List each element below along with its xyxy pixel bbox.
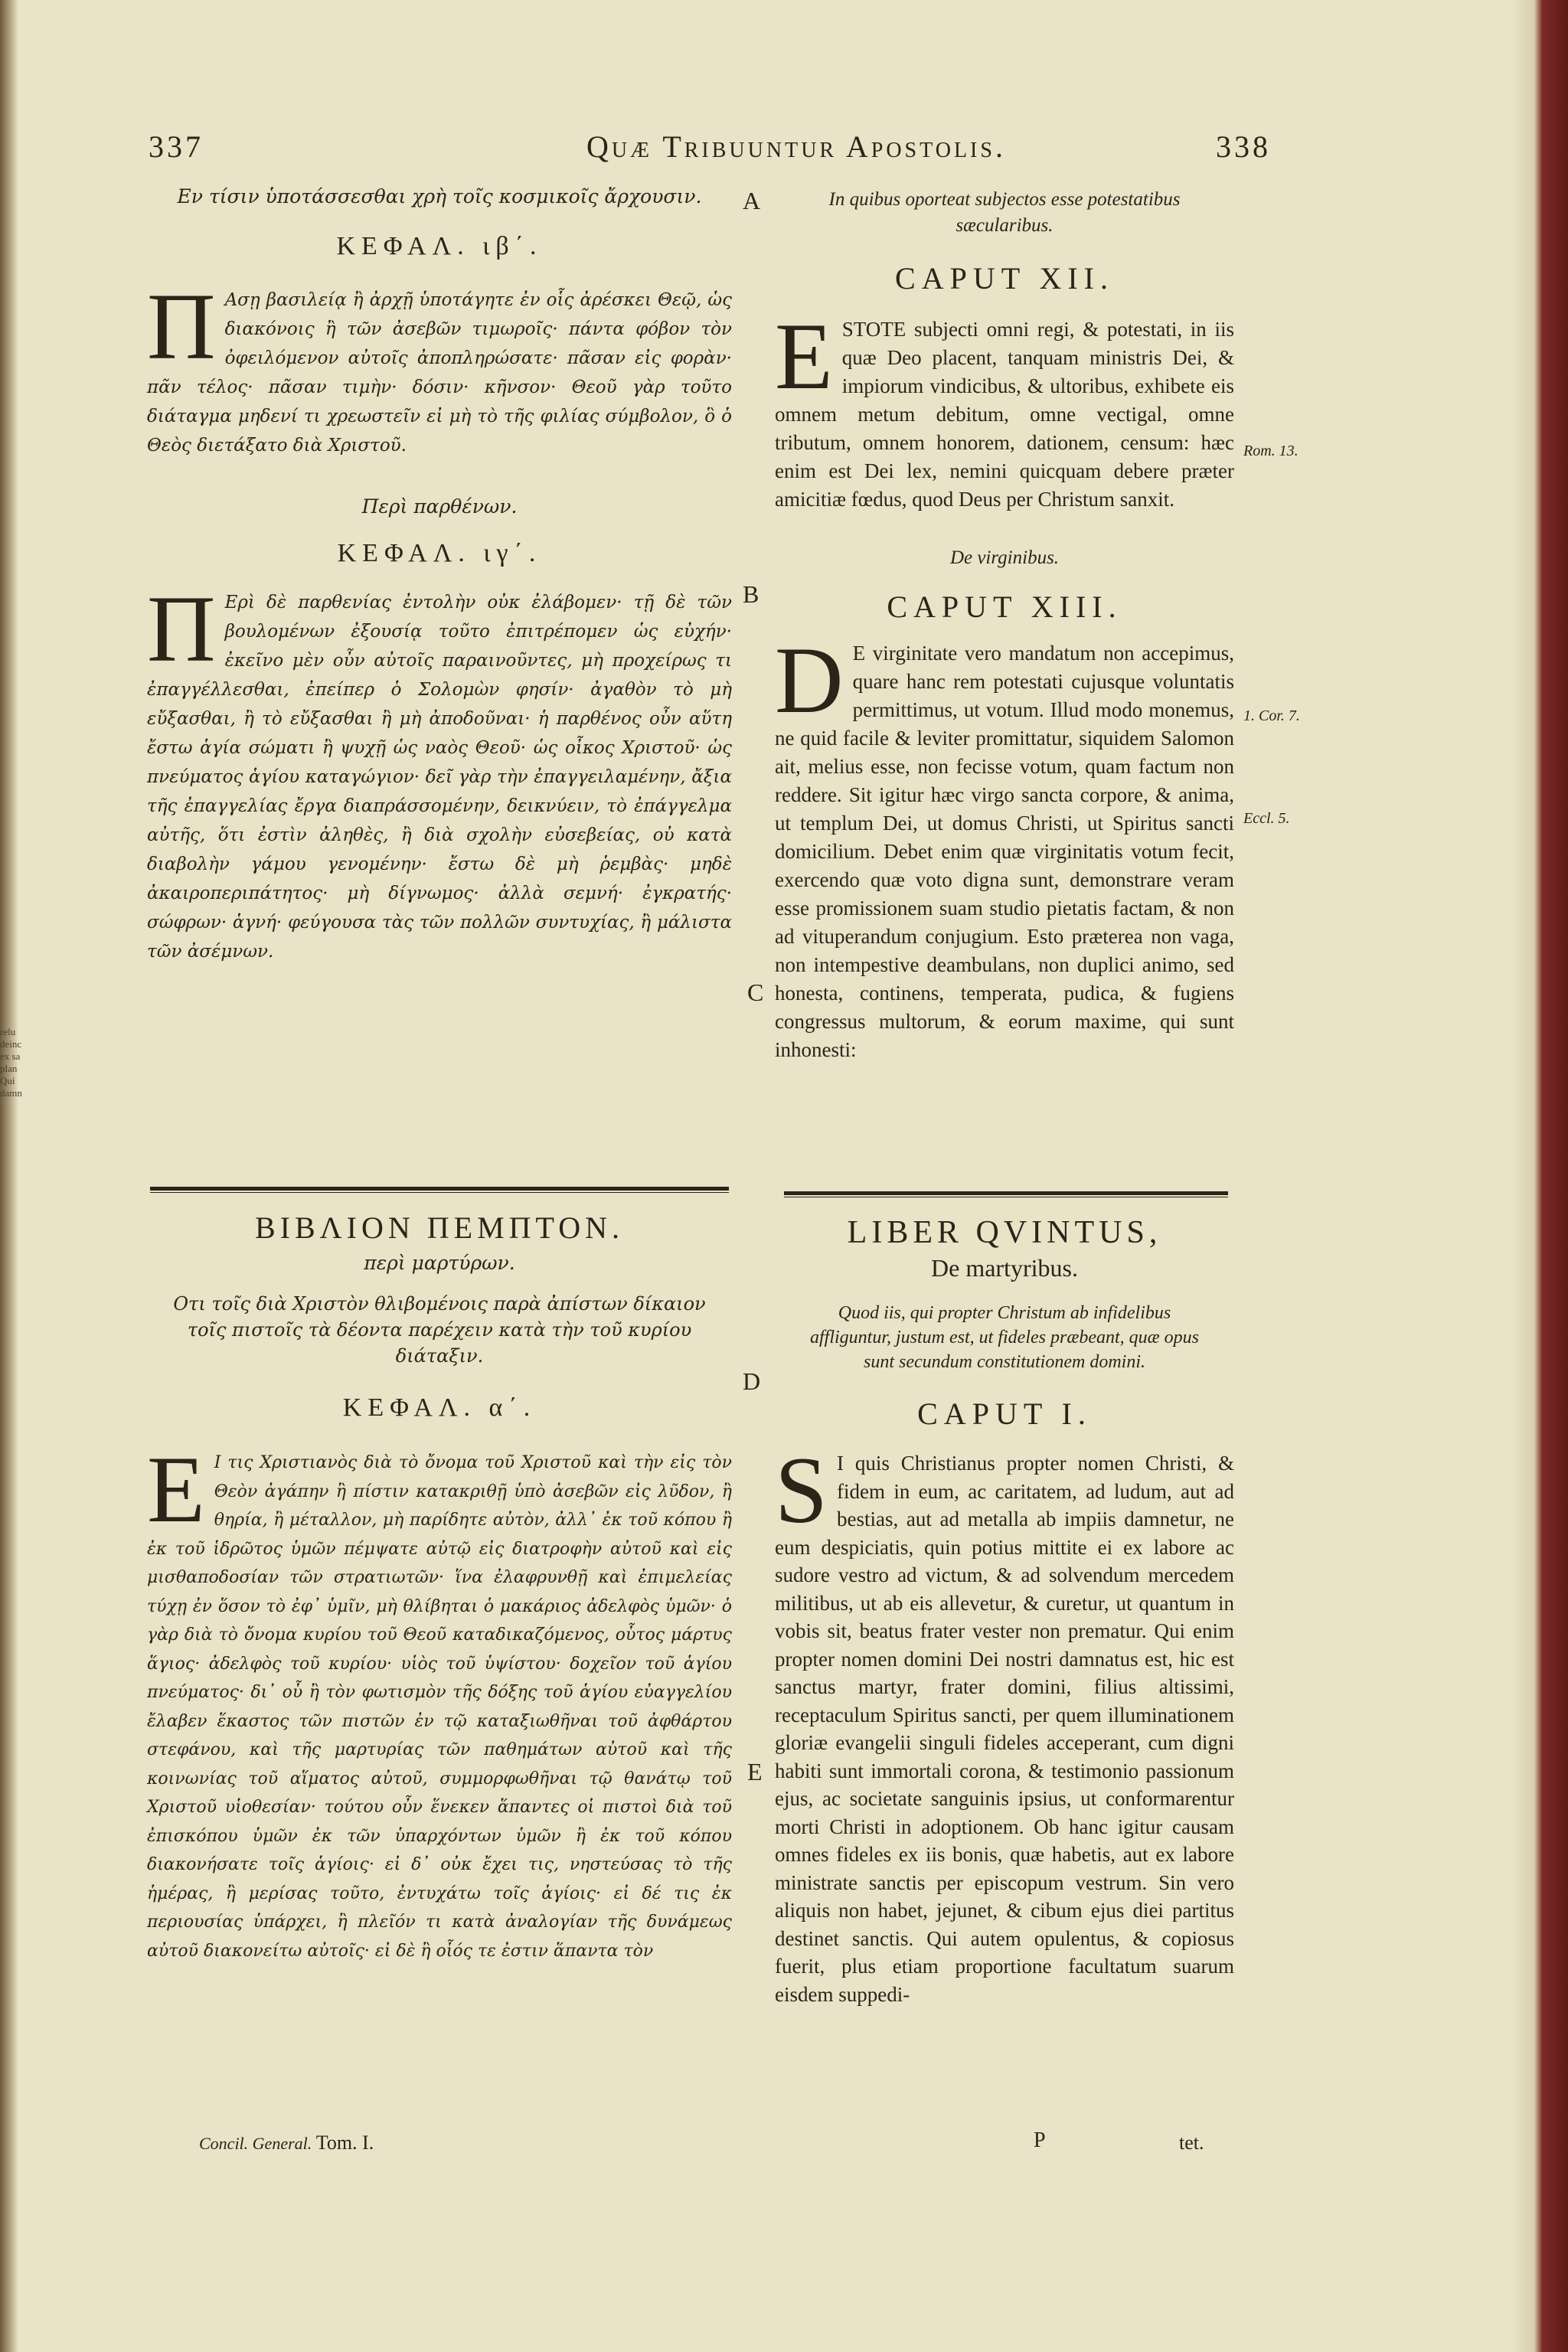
left-sec1-text: Ασῃ βασιλείᾳ ἢ ἀρχῇ ὑποτάγητε ἐν οἷς ἀρέσκει Θεῷ, ὡς διακόνοις ἢ τῶν ἀσεβῶν τιμωροῖς· πάντα φόβον τὸν ὀφειλόμενον αὐτοῖς ἀποπληρώσατε· πᾶσαν εἰς φορὰν· πᾶν τέλος· πᾶσαν τιμὴν· δόσιν· κῆνσον· Θεοῦ γὰρ τοῦτο διάταγμα μηδενί τι χρεωστεῖν εἰ μὴ τὸ τῆς φιλίας σύμβολον, ὃ ὁ Θεὸς διετάξατο διὰ Χριστοῦ. xyxy=(147,290,732,456)
right-sec1-text: STOTE subjecti omni regi, & potestati, in iis quæ Deo placent, tanquam ministris Dei, & impiorum vindicibus, & ultoribus, exhibete eis omnem metum debitum, omne vectigal, omne tributum, omnem honorem, dationem, censum: hæc enim est Dei lex, nemini quicquam debere præter amicitiæ fœdus, quod Deus per Christum sanxit. xyxy=(775,318,1234,511)
page-edge-cover xyxy=(1511,0,1568,2352)
margin-note-eccl: Eccl. 5. xyxy=(1243,810,1290,827)
running-title: Quæ Tribuuntur Apostolis. xyxy=(586,129,1006,164)
left-sec3-title: Οτι τοῖς διὰ Χριστὸν θλιβομένοις παρὰ ἀπίστων δίκαιον τοῖς πιστοῖς τὰ δέοντα παρέχειν κατὰ τὴν τοῦ κυρίου διάταξιν. xyxy=(173,1293,706,1367)
margin-note-rom: Rom. 13. xyxy=(1243,443,1298,459)
footer-volume xyxy=(199,2132,374,2154)
right-sec2-title: De virginibus. xyxy=(949,547,1060,568)
left-column xyxy=(147,184,732,966)
right-sec1-title: In quibus oporteat subjectos esse potestatibus sæcularibus. xyxy=(828,189,1181,236)
right-sec2-body xyxy=(775,628,1234,1064)
left-sec1-caput: ΚΕΦΑΛ. ιβ΄. xyxy=(336,232,543,260)
left-sec2-text: Ερὶ δὲ παρθενίας ἐντολὴν οὐκ ἐλάβομεν· τῇ δὲ τῶν βουλομένων ἐξουσίᾳ τοῦτο ἐπιτρέπομεν ὡς εὐχήν· ἐκεῖνο μὲν οὖν αὐτοῖς παραινοῦντες, μὴ προχείρως τι ἐπαγγέλλεσθαι, ἐπείπερ ὁ Σολομὼν φησίν· ἀγαθὸν τὸ μὴ εὔξασθαι, ἢ τὸ εὔξασθαι ἢ μὴ ἀποδοῦναι· ἡ παρθένος οὖν αὕτη ἔστω ἁγία σώματι ἢ ψυχῇ ὡς ναὸς Θεοῦ· ὡς οἶκος Χριστοῦ· ὡς πνεύματος ἁγίου καταγώγιον· δεῖ γὰρ τὴν ἐπαγγειλαμένην, ἄξια τῆς ἐπαγγελίας ἔργα διαπράσσομένην, δεικνύειν, τὸ ἐπάγγελμα αὐτῆς, ὅτι ἐστὶν ἀληθὲς, ἢ διὰ σχολὴν εὐσεβείας, οὐ κατὰ διαβολὴν γάμου γενομένην· ἔστω δὲ μὴ ῥεμβὰς· μηδὲ ἀκαιροπεριπάτητος· μὴ δίγνωμος· ἀλλὰ σεμνή· ἐγκρατής· σώφρων· ἁγνή· φεύγουσα τὰς τῶν πολλῶν συντυχίας, ἢ μάλιστα τῶν ἀσέμνων. xyxy=(147,593,732,962)
signature-mark: P xyxy=(1034,2128,1046,2152)
right-sec2-dropcap: D xyxy=(775,628,844,733)
left-sec1-dropcap: Π xyxy=(147,274,216,379)
left-book-divider xyxy=(150,1187,729,1193)
left-sec3-body xyxy=(147,1437,732,1965)
section-marker-a: A xyxy=(743,187,761,214)
section-marker-c: C xyxy=(747,978,764,1006)
right-column xyxy=(775,187,1234,1064)
right-sec1-body xyxy=(775,304,1234,514)
left-sec1-title: Εν τίσιν ὑποτάσσεσθαι χρὴ τοῖς κοσμικοῖς ἄρχουσιν. xyxy=(177,185,702,207)
footer-collection: Concil. General. xyxy=(199,2134,312,2153)
right-sec1-dropcap: E xyxy=(775,304,833,409)
margin-note-cor: 1. Cor. 7. xyxy=(1243,707,1300,724)
catchword: tet. xyxy=(1179,2132,1204,2154)
left-book-title: ΒΙΒΛΙΟΝ ΠΕΜΠΤΟΝ. xyxy=(254,1210,625,1245)
section-marker-e: E xyxy=(747,1758,763,1785)
left-sec3-caput: ΚΕΦΑΛ. α΄. xyxy=(342,1393,537,1422)
left-sec1-body xyxy=(147,274,732,460)
left-sec3-dropcap: Ε xyxy=(147,1437,205,1542)
right-book-divider xyxy=(784,1191,1228,1197)
left-sec2-caput: ΚΕΦΑΛ. ιγ΄. xyxy=(337,539,542,567)
left-sec2-body xyxy=(147,577,732,966)
right-book-section xyxy=(775,1214,1234,2008)
left-sec2-dropcap: Π xyxy=(147,577,216,681)
right-sec3-title: Quod iis, qui propter Christum ab infidelibus affliguntur, justum est, ut fideles præbeant, quæ opus sunt secundum constitutionem domini. xyxy=(809,1303,1200,1372)
section-marker-b: B xyxy=(743,580,760,608)
section-marker-d: D xyxy=(743,1367,761,1395)
page-number-left: 337 xyxy=(149,129,204,164)
page-number-right: 338 xyxy=(1216,129,1271,164)
right-sec3-dropcap: S xyxy=(775,1438,828,1543)
right-sec1-caput: CAPUT XII. xyxy=(895,261,1114,296)
right-sec3-caput: CAPUT I. xyxy=(917,1396,1092,1431)
left-book-section xyxy=(147,1210,732,1965)
left-book-subtitle: περὶ μαρτύρων. xyxy=(364,1252,515,1274)
right-book-subtitle: De martyribus. xyxy=(931,1254,1078,1282)
right-sec3-body xyxy=(775,1438,1234,2008)
right-sec2-text: E virginitate vero mandatum non accepimus, quare hanc rem potestati cujusque voluntatis permittimus, ut votum. Illud modo monemus, ne quid facile & leviter promittatur, siquidem Salomon ait, melius esse, non fecisse votum, quam factum non reddere. Sit igitur hæc virgo sancta corpore, & anima, ut templum Dei, ut domus Christi, ut Spiritus sancti domicilium. Debet enim quæ virginitatis votum fecit, exercendo quæ voto digna sunt, demonstrare veram esse promissionem suam studio pietatis factam, & non ad vituperandum conjugium. Esto præterea non vaga, non intempestive deambulans, non duplici animo, sed honesta, continens, temperata, pudica, & fugiens congressus multorum, & eorum maxime, qui sunt inhonesti: xyxy=(775,642,1234,1061)
right-sec2-caput: CAPUT XIII. xyxy=(887,590,1122,624)
right-sec3-text: I quis Christianus propter nomen Christi, & fidem in eum, ac caritatem, ad ludum, aut ad bestias, aut ad metalla ab impiis damnetur, ne eum despiciatis, quin potius mittite ei ex labore ac sudore vestro ad victum, & ad solvendum mercedem militibus, ut ab eis allevetur, & curetur, ut quantum in vobis sit, beatus frater vester non prematur. Qui enim propter nomen domini Dei nostri damnatus est, hic est sanctus martyr, frater domini, filius altissimi, receptaculum Spiritus sancti, per quem illuminationem gloriæ evangelii singuli fideles acceperant, cum digni habiti sunt immortali corona, & testimonio passionum ejus, ac societate sanguinis ipsius, ut conformarentur morti Christi in adoptionem. Ob hanc igitur causam omnes fideles ex iis bonis, quæ habetis, aut ex labore ministrate sanctis per episcopum vestrum. Sin vero aliquis non habet, jejunet, & cibum ejus diei partitus destinet sanctis. Qui autem opulentus, & copiosus fuerit, plus etiam proportione facultatum suarum eisdem suppedi- xyxy=(775,1452,1234,2006)
facing-page-bleed-text: relu deinc ex sa plan Qui damn xyxy=(0,1026,22,1099)
left-sec3-text: Ι τις Χριστιανὸς διὰ τὸ ὄνομα τοῦ Χριστοῦ καὶ τὴν εἰς τὸν Θεὸν ἀγάπην ἢ πίστιν κατακριθῇ ὑπὸ ἀσεβῶν εἰς λῦδον, ἢ θηρία, ἢ μέταλλον, μὴ παρίδητε αὐτὸν, ἀλλ᾽ ἐκ τοῦ κόπου ἢ ἐκ τοῦ ἱδρῶτος ὑμῶν πέμψατε αὐτῷ εἰς διατροφὴν αὐτοῦ καὶ εἰς μισθαποδοσίαν τῶν στρατιωτῶν· ἵνα ἐλαφρυνθῇ καὶ ἐπιμελείας τύχῃ ἐν ὅσον τὸ ἐφ᾽ ὑμῖν, μὴ θλίβηται ὁ μακάριος ἀδελφὸς ὑμῶν· ὁ γὰρ διὰ τὸ ὄνομα κυρίου τοῦ Θεοῦ καταδικαζόμενος, οὗτος μάρτυς ἅγιος· ἀδελφὸς τοῦ κυρίου· υἱὸς τοῦ ὑψίστου· δοχεῖον τοῦ ἁγίου πνεύματος· δι᾽ οὗ ἢ τὸν φωτισμὸν τῆς δόξης τοῦ ἁγίου εὐαγγελίου ἔλαβεν ἕκαστος τῶν πιστῶν ἐν τῷ καταξιωθῆναι τοῦ ἀφθάρτου στεφάνου, καὶ τῆς μαρτυρίας τῶν παθημάτων αὐτοῦ καὶ τῆς κοινωνίας τοῦ αἵματος αὐτοῦ, συμμορφωθῆναι τῷ θανάτῳ τοῦ Χριστοῦ υἱοθεσίαν· τούτου οὖν ἕνεκεν ἅπαντες οἱ πιστοὶ διὰ τοῦ ἐπισκόπου ὑμῶν ἐκ τῶν ὑπαρχόντων ὑμῶν ἢ ἐκ τοῦ κόπου διακονήσατε τοῖς ἁγίοις· εἰ δ᾽ οὐκ ἔχει τις, νηστεύσας τὸ τῆς ἡμέρας, ἢ μερίσας τοῦτο, ἐντυχάτω τοῖς ἁγίοις· εἰ δέ τις ἐκ περιουσίας ὑπάρχει, ἢ πλεῖόν τι κατὰ ἀναλογίαν τῆς δυνάμεως αὐτοῦ διακονείτω αὐτοῖς· εἰ δὲ ἢ οἷός τε ἐστιν ἅπαντα τὸν xyxy=(147,1453,732,1961)
left-sec2-title: Περὶ παρθένων. xyxy=(361,495,518,518)
right-book-title: LIBER QVINTUS, xyxy=(847,1215,1162,1250)
footer-tome: Tom. I. xyxy=(315,2132,374,2154)
